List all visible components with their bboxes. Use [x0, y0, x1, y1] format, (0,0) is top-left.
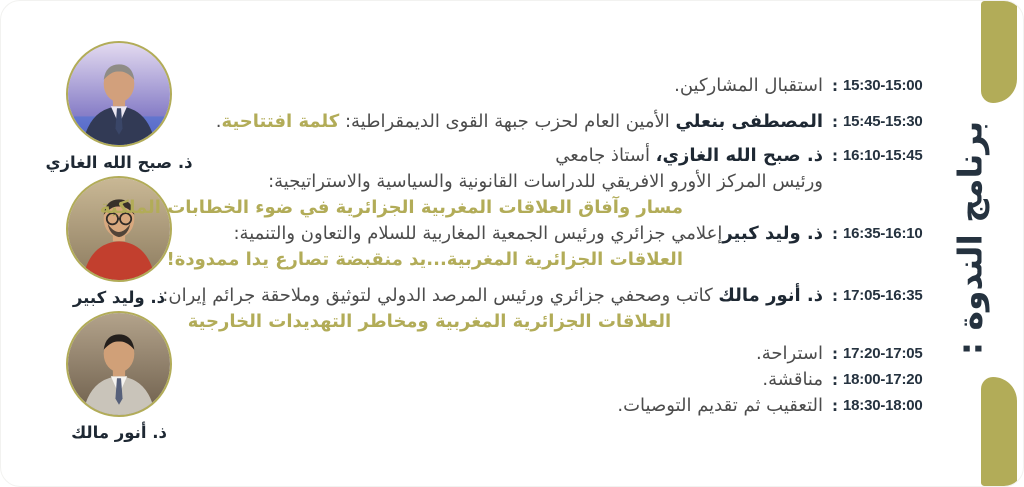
speaker-name: ذ. وليد كبير [72, 288, 166, 307]
schedule [99, 73, 929, 419]
text-line [99, 195, 823, 221]
decorative-tab-bottom [981, 377, 1017, 486]
time-separator: : [832, 397, 838, 415]
row-content [176, 73, 823, 99]
text-segment: مناقشة. [762, 369, 823, 390]
text-line [176, 221, 823, 247]
speaker-card [45, 41, 192, 172]
text-segment: إعلامي جزائري ورئيس الجمعية المغاربية للسلام والتعاون والتنمية: [233, 223, 723, 244]
text-line [162, 283, 823, 309]
row-content [176, 367, 823, 393]
schedule-row [176, 341, 929, 367]
speaker-photo [66, 41, 172, 147]
time-range: 16:35-16:10 [843, 225, 923, 242]
text-segment: استراحة. [756, 343, 823, 364]
time-separator: : [832, 77, 838, 95]
text-segment: العلاقات الجزائرية المغربية ومخاطر التهديدات الخارجية [187, 311, 672, 332]
schedule-row [176, 367, 929, 393]
time-range: 18:00-17:20 [843, 371, 923, 388]
time-separator: : [832, 345, 838, 363]
text-segment: ذ. أنور مالك [718, 285, 823, 306]
schedule-row [176, 393, 929, 419]
time-separator: : [832, 113, 838, 131]
time-separator: : [832, 225, 838, 243]
program-title: برنامج الندوة : [950, 120, 990, 356]
row-content [176, 109, 823, 135]
text-segment: ذ. صبح الله الغازي، [655, 145, 823, 166]
text-line [176, 393, 823, 419]
row-content [99, 143, 823, 221]
row-content [176, 341, 823, 367]
schedule-row [176, 73, 929, 99]
text-line [176, 73, 823, 99]
schedule-row [166, 221, 929, 273]
text-segment: استقبال المشاركين. [674, 75, 823, 96]
speakers-column [45, 41, 193, 442]
text-line [176, 309, 823, 335]
schedule-row [176, 109, 929, 135]
time-separator: : [832, 287, 838, 305]
text-segment: ذ. وليد كبير [722, 223, 823, 244]
speaker-card [66, 311, 172, 442]
text-line [176, 367, 823, 393]
row-content [176, 393, 823, 419]
speaker-name: ذ. أنور مالك [71, 423, 167, 442]
row-content [166, 221, 823, 273]
text-segment: كاتب وصحفي جزائري ورئيس المرصد الدولي لتوثيق وملاحقة جرائم إيران: [162, 285, 719, 306]
text-segment: المصطفى بنعلي [675, 111, 823, 132]
time-range: 17:05-16:35 [843, 287, 923, 304]
text-segment: الأمين العام لحزب جبهة القوى الديمقراطية: [339, 111, 676, 132]
time-range: 18:30-18:00 [843, 397, 923, 414]
text-line [176, 143, 823, 169]
text-segment: التعقيب ثم تقديم التوصيات. [617, 395, 823, 416]
text-segment: أستاذ جامعي [555, 145, 656, 166]
time-range: 15:30-15:00 [843, 77, 923, 94]
speaker-photo [66, 176, 172, 282]
time-separator: : [832, 371, 838, 389]
time-range: 17:20-17:05 [843, 345, 923, 362]
speaker-name: ذ. صبح الله الغازي [45, 153, 193, 172]
text-segment: ورئيس المركز الأورو الافريقي للدراسات القانونية والسياسية والاستراتيجية: [268, 171, 823, 192]
schedule-row [99, 143, 929, 221]
time-range: 16:10-15:45 [843, 147, 923, 164]
schedule-row [162, 283, 929, 335]
text-line [176, 341, 823, 367]
text-line [176, 169, 823, 195]
speaker-photo [66, 311, 172, 417]
text-line [166, 247, 823, 273]
decorative-tab-top [981, 1, 1017, 103]
text-segment: مسار وآفاق العلاقات المغربية الجزائرية في ضوء الخطابات الملكية [99, 197, 683, 218]
text-line [176, 109, 823, 135]
text-segment: . [215, 111, 222, 132]
row-content [162, 283, 823, 335]
text-segment: كلمة افتتاحية [221, 111, 340, 132]
text-segment: العلاقات الجزائرية المغربية...يد منقبضة تصارع يدا ممدودة! [166, 249, 683, 270]
time-range: 15:45-15:30 [843, 113, 923, 130]
time-separator: : [832, 147, 838, 165]
